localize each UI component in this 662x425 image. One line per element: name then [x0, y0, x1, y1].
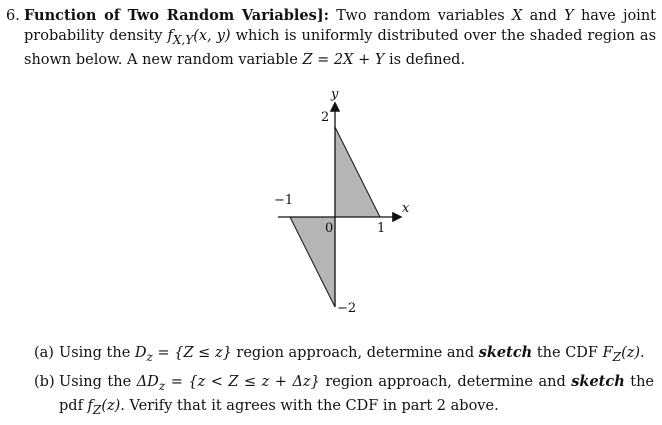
part-label: (a) [34, 345, 54, 361]
math-f: F [602, 345, 613, 361]
var-x: X [512, 8, 523, 24]
text-span: . [640, 345, 645, 361]
part-label: (b) [34, 373, 55, 390]
var-y: Y [564, 8, 574, 24]
part-a [34, 343, 654, 367]
math-d: D [134, 345, 147, 361]
intro-text-b: have joint probability density [24, 8, 656, 44]
tick-label-y-2: 2 [321, 110, 330, 125]
upper-triangle-region [335, 127, 380, 217]
pdf-subscript: X,Y [172, 32, 194, 47]
math-f: f [87, 397, 93, 414]
tick-label-x-neg1: −1 [274, 193, 294, 208]
text-span: region approach, determine and [319, 373, 572, 390]
x-axis-label: x [402, 201, 410, 216]
pdf-args: (x, y) [193, 28, 231, 44]
region-diagram [240, 86, 420, 316]
math-set: = {z < Z ≤ z + Δz} [165, 373, 320, 390]
text-span: the CDF [532, 345, 603, 361]
part-text [59, 372, 654, 420]
math-sub: z [146, 349, 153, 364]
intro-text-d: is defined. [384, 51, 466, 68]
text-span: the pdf [59, 373, 655, 414]
tick-label-x-1: 1 [377, 221, 386, 236]
keyword-sketch: sketch [478, 344, 533, 361]
math-sub: Z [92, 402, 102, 417]
origin-label: 0 [325, 221, 334, 236]
text-span: Using the [59, 345, 135, 361]
part-b [34, 372, 654, 420]
keyword-sketch: sketch [571, 372, 625, 390]
text-span: . Verify that it agrees with the CDF in part 2 above. [120, 397, 499, 414]
text-span: Using the [59, 373, 137, 390]
math-args: (z) [101, 397, 121, 414]
math-set: = {Z ≤ z} [152, 345, 232, 361]
pdf-symbol: f [167, 28, 173, 44]
intro-text-a: Two random variables [329, 8, 512, 24]
problem-statement [6, 6, 656, 70]
intro-text-and: and [522, 8, 565, 24]
y-axis-label: y [331, 87, 339, 102]
text-span: region approach, determine and [231, 345, 479, 361]
intro-text-c: which is uniformly distributed over the shaded region as shown below. A new random variable [24, 28, 657, 68]
problem-title: Function of Two Random Variables]: [24, 7, 329, 24]
math-sub: Z [612, 349, 622, 364]
math-delta-d: ΔD [136, 373, 159, 390]
tick-label-y-neg2: −2 [337, 301, 357, 316]
math-args: (z) [621, 345, 641, 361]
problem-number: 6. [6, 8, 20, 24]
math-sub: z [158, 378, 166, 393]
problem-parts [34, 343, 654, 425]
z-definition: Z = 2X + Y [302, 51, 385, 68]
region-figure [240, 86, 420, 316]
part-text [59, 343, 654, 367]
problem-body [24, 6, 656, 70]
